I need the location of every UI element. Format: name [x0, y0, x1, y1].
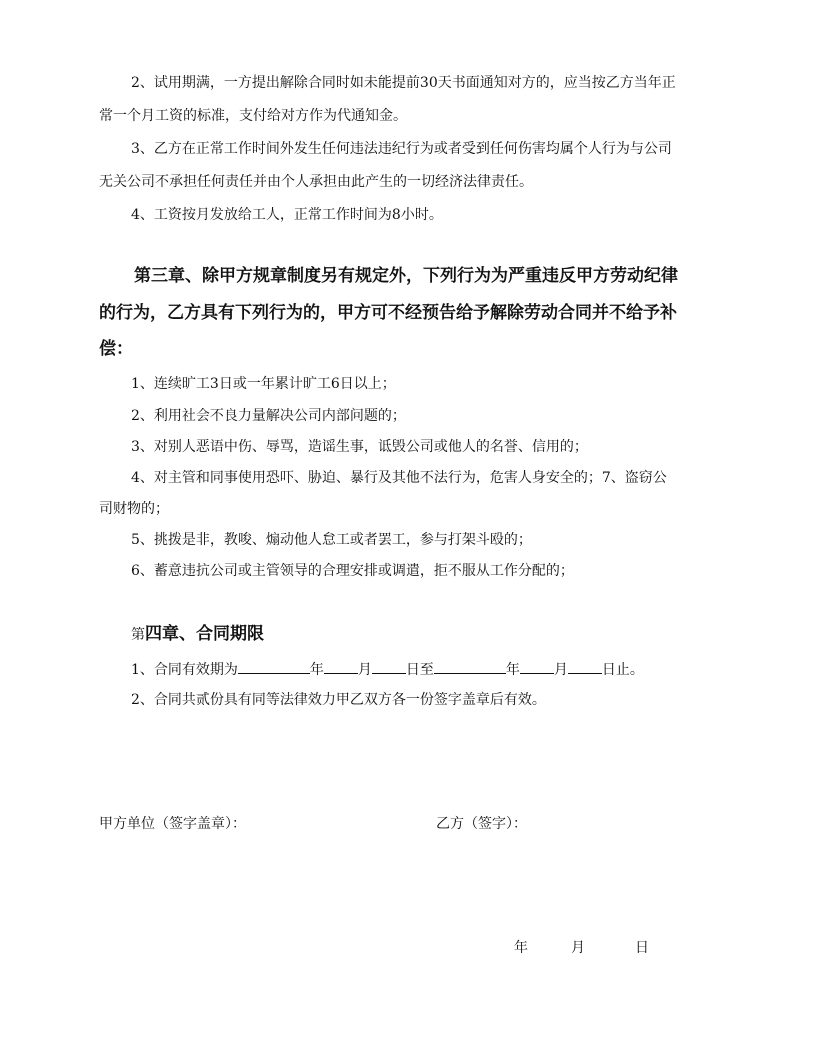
date-day-label: 日: [635, 940, 649, 956]
clause-2-2-line2: 常一个月工资的标准，支付给对方作为代通知金。: [99, 108, 407, 124]
chapter4-heading: [131, 622, 264, 647]
party-a-signature-label: 甲方单位（签字盖章）：: [99, 816, 246, 832]
clause-2-3-line1: 3、乙方在正常工作时间外发生任何违法违纪行为或者受到任何伤害均属个人行为与公司: [131, 141, 672, 157]
clause-3-3: 3、对别人恶语中伤、辱骂，造谣生事，诋毁公司或他人的名誉、信用的；: [131, 439, 588, 455]
chapter4-heading-main: 四章、合同期限: [145, 624, 264, 644]
term-year1: 年: [309, 662, 324, 678]
clause-2-4: 4、工资按月发放给工人，正常工作时间为8小时。: [131, 207, 443, 223]
clause-2-2-line1: 2、试用期满，一方提出解除合同时如未能提前30天书面通知对方的，应当按乙方当年正: [131, 75, 676, 91]
start-year-blank[interactable]: [238, 659, 310, 674]
start-day-blank[interactable]: [372, 659, 406, 674]
party-b-signature-label: 乙方（签字）：: [436, 816, 527, 832]
term-month2: 月: [553, 662, 568, 678]
term-year2: 年: [505, 662, 520, 678]
clause-3-4-line2: 司财物的；: [99, 501, 169, 517]
end-month-blank[interactable]: [520, 659, 554, 674]
term-prefix: 1、合同有效期为: [131, 662, 238, 678]
clause-3-4-line1: 4、对主管和同事使用恐吓、胁迫、暴行及其他不法行为，危害人身安全的；7、盗窃公: [131, 470, 667, 486]
clause-3-2: 2、利用社会不良力量解决公司内部问题的；: [131, 408, 406, 424]
clause-4-1: [131, 659, 644, 680]
clause-2-3-line2: 无关公司不承担任何责任并由个人承担由此产生的一切经济法律责任。: [99, 174, 533, 190]
clause-4-2: 2、合同共贰份具有同等法律效力甲乙双方各一份签字盖章后有效。: [131, 692, 546, 708]
chapter3-heading-line2: 的行为，乙方具有下列行为的，甲方可不经预告给予解除劳动合同并不给予补: [99, 303, 677, 323]
clause-3-5: 5、挑拨是非，教唆、煽动他人怠工或者罢工，参与打架斗殴的；: [131, 532, 532, 548]
chapter4-heading-prefix: 第: [131, 627, 145, 643]
date-year-label: 年: [514, 940, 528, 956]
clause-3-6: 6、蓄意违抗公司或主管领导的合理安排或调遣，拒不服从工作分配的；: [131, 563, 574, 579]
end-day-blank[interactable]: [568, 659, 602, 674]
term-day2: 日止。: [601, 662, 644, 678]
term-day1: 日至: [405, 662, 434, 678]
clause-3-1: 1、连续旷工3日或一年累计旷工6日以上；: [131, 376, 396, 392]
term-month1: 月: [357, 662, 372, 678]
date-month-label: 月: [571, 940, 585, 956]
start-month-blank[interactable]: [324, 659, 358, 674]
chapter3-heading-line3: 偿：: [99, 339, 133, 359]
chapter3-heading-line1: 第三章、除甲方规章制度另有规定外，下列行为为严重违反甲方劳动纪律: [134, 266, 678, 286]
end-year-blank[interactable]: [434, 659, 506, 674]
